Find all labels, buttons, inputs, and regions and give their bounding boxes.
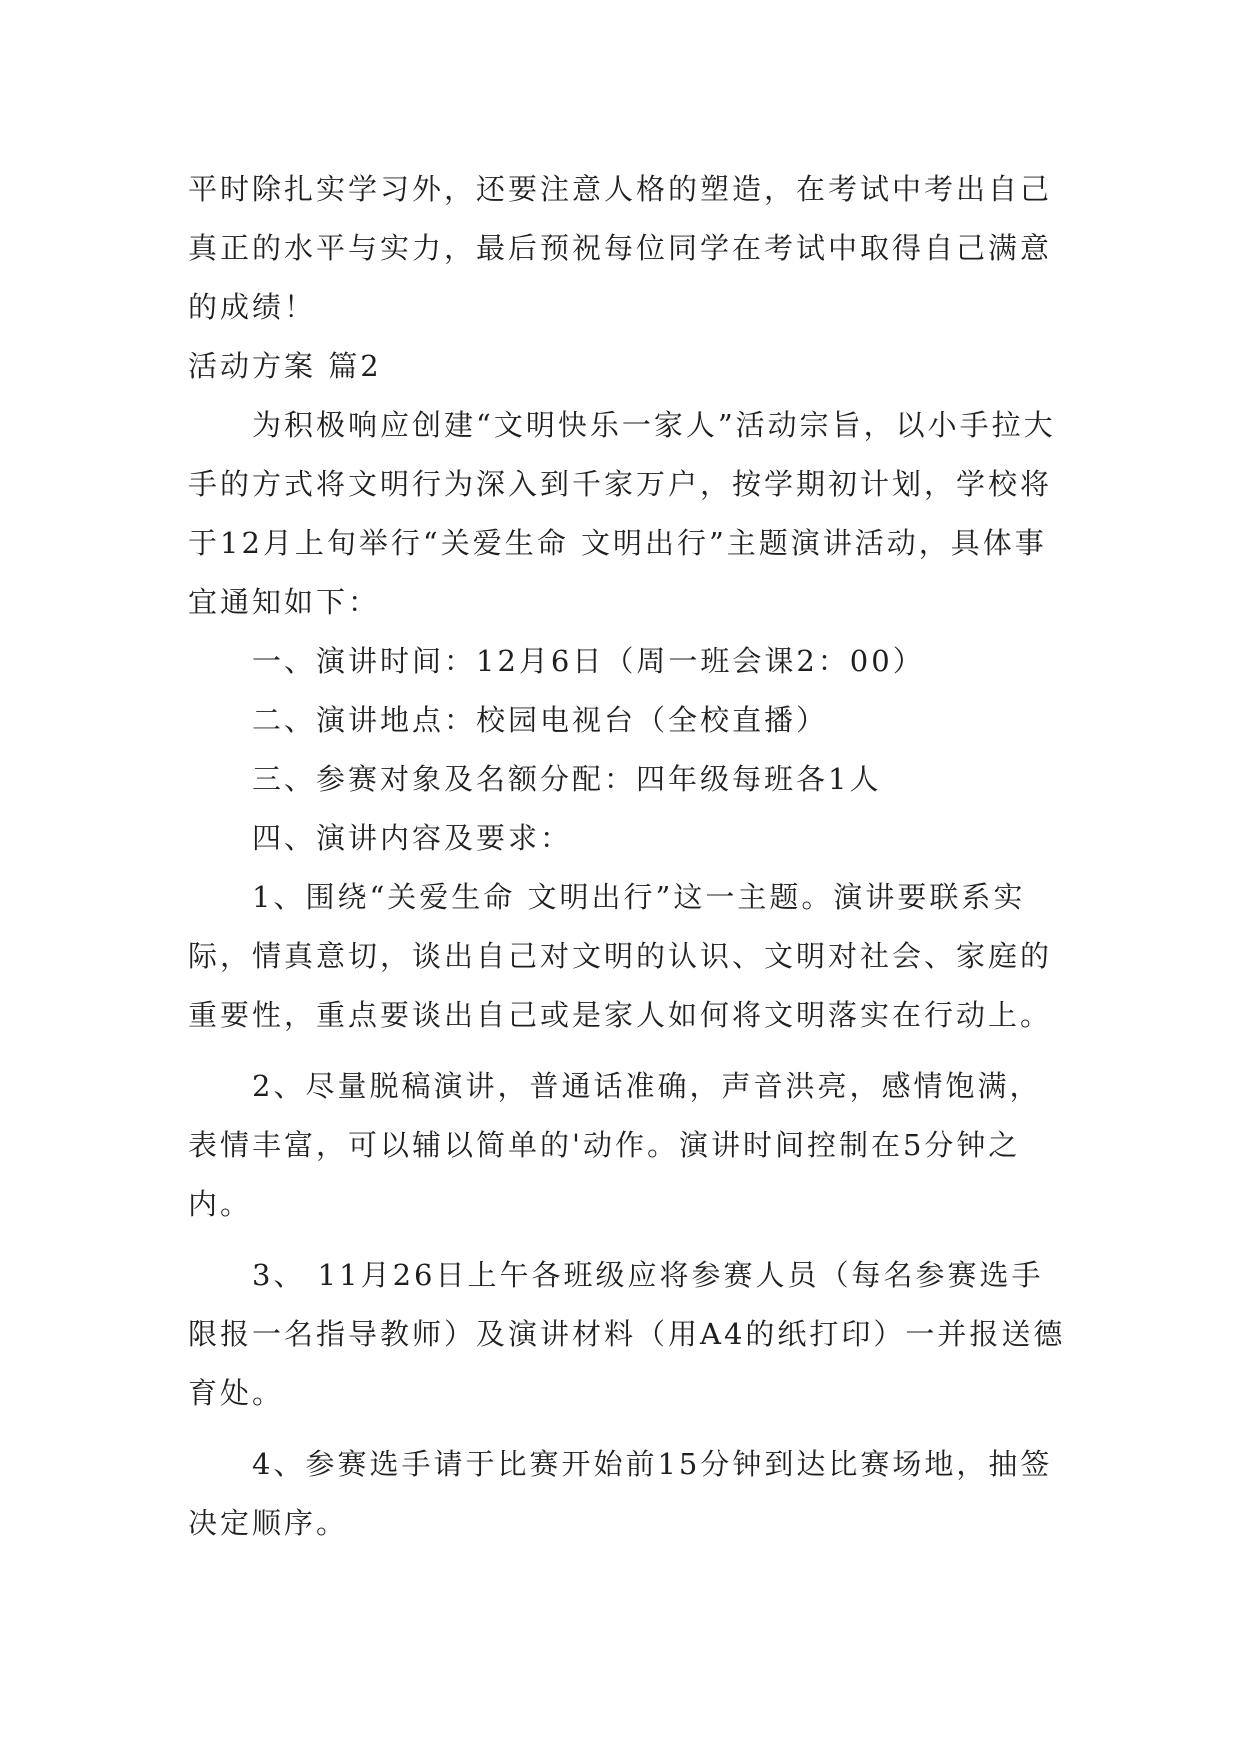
intro-paragraph: 为积极响应创建“文明快乐一家人”活动宗旨，以小手拉大手的方式将文明行为深入到千家万户，按学期初计划，学校将于12月上旬举行“关爱生命 文明出行”主题演讲活动，具体事宜通知如下： xyxy=(188,408,1056,619)
requirement-4: 4、参赛选手请于比赛开始前15分钟到达比赛场地，抽签决定顺序。 xyxy=(188,1447,1053,1540)
document-body xyxy=(188,160,1068,1553)
closing-paragraph: 平时除扎实学习外，还要注意人格的塑造，在考试中考出自己真正的水平与实力，最后预祝每位同学在考试中取得自己满意的成绩！ xyxy=(188,172,1053,324)
item-time: 一、演讲时间：12月6日（周一班会课2：00） xyxy=(252,644,925,678)
item-location: 二、演讲地点：校园电视台（全校直播） xyxy=(252,703,829,737)
item-content-heading: 四、演讲内容及要求： xyxy=(252,821,573,855)
section-heading: 活动方案 篇2 xyxy=(188,349,382,383)
requirement-2: 2、尽量脱稿演讲，普通话准确，声音洪亮，感情饱满，表情丰富，可以辅以简单的'动作。演讲时间控制在5分钟之内。 xyxy=(188,1069,1042,1221)
requirement-3: 3、 11月26日上午各班级应将参赛人员（每名参赛选手限报一名指导教师）及演讲材料（用A4的纸打印）一并报送德育处。 xyxy=(188,1258,1066,1410)
item-participants: 三、参赛对象及名额分配：四年级每班各1人 xyxy=(252,762,882,796)
requirement-1: 1、围绕“关爱生命 文明出行”这一主题。演讲要联系实际，情真意切，谈出自己对文明的认识、文明对社会、家庭的重要性，重点要谈出自己或是家人如何将文明落实在行动上。 xyxy=(188,880,1053,1032)
